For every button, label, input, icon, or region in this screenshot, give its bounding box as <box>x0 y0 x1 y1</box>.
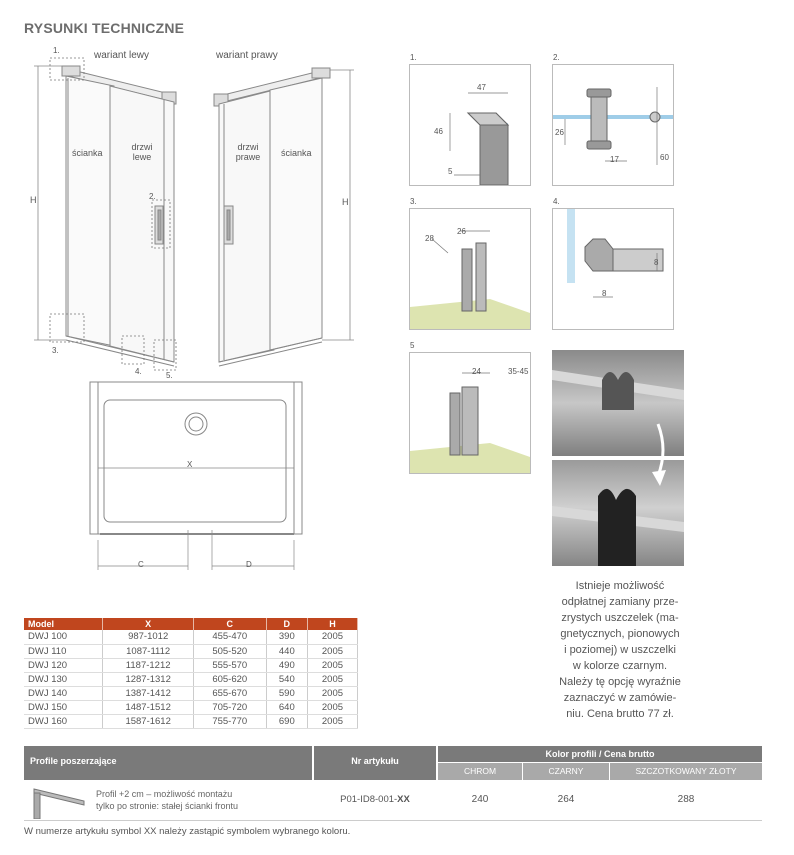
note-line: w kolorze czarnym. <box>572 660 668 672</box>
article-number <box>314 794 436 805</box>
dimensions-table <box>24 618 358 729</box>
arrow-down-icon <box>644 420 674 490</box>
table-cell: 1287-1312 <box>103 672 193 686</box>
detail-4-dim-b: 8 <box>602 289 607 298</box>
table-cell: 2005 <box>307 714 357 728</box>
table-cell: 540 <box>266 672 307 686</box>
table-cell: DWJ 130 <box>24 672 103 686</box>
detail-2-dim-c: 60 <box>660 153 669 162</box>
page-title: RYSUNKI TECHNICZNE <box>24 20 185 36</box>
profile-description <box>96 788 238 812</box>
table-cell: 2005 <box>307 644 357 658</box>
color-chrom: CHROM <box>438 763 522 780</box>
detail-5-number: 5 <box>410 341 415 350</box>
detail-1-number: 1. <box>410 53 417 62</box>
detail-3-dim-b: 28 <box>425 234 434 243</box>
detail-1-dim-b: 46 <box>434 127 443 136</box>
detail-2-dim-a: 26 <box>555 128 564 137</box>
detail-3-dim-a: 26 <box>457 227 466 236</box>
detail-4-panel <box>552 208 674 330</box>
callout-2: 2. <box>149 192 156 201</box>
footnote: W numerze artykułu symbol XX należy zastąpić symbolem wybranego koloru. <box>24 826 351 837</box>
callout-3: 3. <box>52 346 59 355</box>
callout-4: 4. <box>135 367 142 376</box>
wall-label-left: ścianka <box>72 148 103 158</box>
profile-thumbnail <box>30 785 90 819</box>
profile-table-header <box>24 746 762 780</box>
table-cell: 1587-1612 <box>103 714 193 728</box>
dim-c-label: C <box>138 560 144 569</box>
table-cell: 2005 <box>307 686 357 700</box>
table-cell: 605-620 <box>193 672 266 686</box>
table-cell: DWJ 110 <box>24 644 103 658</box>
profile-table-row <box>24 781 762 821</box>
left-variant <box>62 66 176 366</box>
color-czarny: CZARNY <box>523 763 609 780</box>
right-variant <box>214 68 330 366</box>
detail-1-panel <box>409 64 531 186</box>
table-cell: 690 <box>266 714 307 728</box>
table-cell: 1087-1112 <box>103 644 193 658</box>
detail-1-dim-a: 47 <box>477 83 486 92</box>
table-cell: DWJ 160 <box>24 714 103 728</box>
note-line: zaznaczyć w zamówie- <box>563 692 677 704</box>
detail-4-dim-a: 8 <box>654 258 659 267</box>
table-cell: 390 <box>266 630 307 644</box>
door-label-right: drzwi prawe <box>235 142 261 162</box>
table-row <box>24 630 358 644</box>
table-cell: 640 <box>266 700 307 714</box>
table-row <box>24 714 358 728</box>
tray-plan-drawing <box>88 380 318 580</box>
detail-1-dim-c: 5 <box>448 167 453 176</box>
note-line: zrystych uszczelek (ma- <box>561 612 679 624</box>
table-row <box>24 686 358 700</box>
col-h: H <box>307 618 357 630</box>
note-line: gnetycznych, pionowych <box>560 628 680 640</box>
note-line: Należy tę opcję wyraźnie <box>559 676 681 688</box>
table-cell: DWJ 120 <box>24 658 103 672</box>
profile-desc-line1: Profil +2 cm – możliwość montażu <box>96 789 233 799</box>
table-cell: 1387-1412 <box>103 686 193 700</box>
article-prefix: P01-ID8-001- <box>340 794 398 805</box>
dim-h-right: H <box>342 197 349 207</box>
table-row <box>24 700 358 714</box>
price-czarny: 264 <box>557 794 575 805</box>
table-cell: 590 <box>266 686 307 700</box>
detail-4-number: 4. <box>553 197 560 206</box>
table-cell: DWJ 150 <box>24 700 103 714</box>
detail-2-dim-b: 17 <box>610 155 619 164</box>
table-cell: 1187-1212 <box>103 658 193 672</box>
note-line: niu. Cena brutto 77 zł. <box>566 708 674 720</box>
table-cell: DWJ 140 <box>24 686 103 700</box>
wall-label-right: ścianka <box>281 148 312 158</box>
dim-d-label: D <box>246 560 252 569</box>
note-line: i poziomej) w uszczelki <box>564 644 676 656</box>
table-cell: 655-670 <box>193 686 266 700</box>
callout-1: 1. <box>53 46 60 55</box>
color-header-cell: Kolor profili / Cena brutto <box>438 746 762 762</box>
dim-h-left: H <box>30 195 37 205</box>
callout-5: 5. <box>166 371 173 380</box>
article-header-cell: Nr artykułu <box>314 746 436 780</box>
table-cell: 555-570 <box>193 658 266 672</box>
color-zloty: SZCZOTKOWANY ZŁOTY <box>610 763 762 780</box>
profile-header-cell: Profile poszerzające <box>24 746 312 780</box>
detail-2-number: 2. <box>553 53 560 62</box>
table-row <box>24 672 358 686</box>
table-cell: 505-520 <box>193 644 266 658</box>
detail-5-dim-a: 24 <box>472 367 481 376</box>
door-elevation-drawing <box>24 40 404 380</box>
table-cell: 2005 <box>307 700 357 714</box>
detail-2-panel <box>552 64 674 186</box>
table-cell: DWJ 100 <box>24 630 103 644</box>
article-suffix: XX <box>397 794 410 805</box>
col-c: C <box>193 618 266 630</box>
table-cell: 1487-1512 <box>103 700 193 714</box>
table-cell: 490 <box>266 658 307 672</box>
dim-x-label: X <box>187 460 193 469</box>
door-label-left: drzwi lewe <box>131 142 153 162</box>
table-cell: 455-470 <box>193 630 266 644</box>
note-line: odpłatnej zamiany prze- <box>561 596 679 608</box>
col-d: D <box>266 618 307 630</box>
table-row <box>24 658 358 672</box>
table-row <box>24 644 358 658</box>
table-cell: 2005 <box>307 658 357 672</box>
seal-note <box>540 578 700 722</box>
detail-5-dim-b: 35-45 <box>508 367 529 376</box>
note-line: Istnieje możliwość <box>575 580 665 592</box>
detail-3-number: 3. <box>410 197 417 206</box>
table-cell: 2005 <box>307 630 357 644</box>
table-cell: 440 <box>266 644 307 658</box>
detail-3-panel <box>409 208 531 330</box>
price-chrom: 240 <box>471 794 489 805</box>
table-cell: 2005 <box>307 672 357 686</box>
col-x: X <box>103 618 193 630</box>
table-cell: 705-720 <box>193 700 266 714</box>
table-cell: 755-770 <box>193 714 266 728</box>
table-cell: 987-1012 <box>103 630 193 644</box>
profile-desc-line2: tylko po stronie: stałej ścianki frontu <box>96 801 239 811</box>
col-model: Model <box>24 618 103 630</box>
variant-left-label: wariant lewy <box>94 50 150 61</box>
price-zloty: 288 <box>677 794 695 805</box>
variant-right-label: wariant prawy <box>216 50 278 61</box>
